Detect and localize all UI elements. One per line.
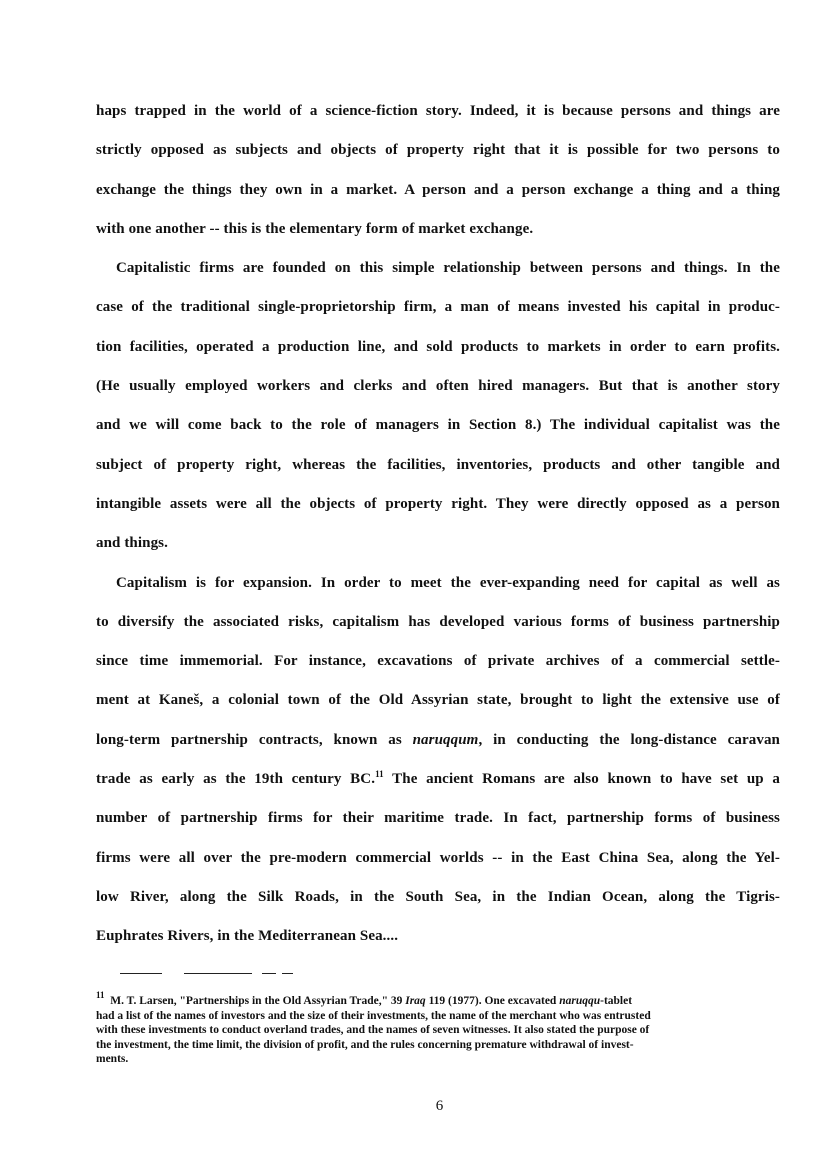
footnote [96,990,776,1067]
text-fragment: trade as early as the 19th century BC. [96,771,376,788]
text-line: case of the traditional single-proprietorship firm, a man of means invested his capital in produc- [96,299,780,316]
text-line: since time immemorial. For instance, excavations of private archives of a commercial settle- [96,653,780,670]
footnote-marker: 11 [96,990,105,1000]
text-line [96,760,780,799]
text-fragment: The ancient Romans are also known to have set up a [383,771,780,788]
footnote-line [96,990,776,1009]
text-fragment: -tablet [600,995,633,1007]
text-line: exchange the things they own in a market. A person and a person exchange a thing and a thing [96,181,780,198]
journal-title: Iraq [405,995,426,1007]
text-line: strictly opposed as subjects and objects of property right that it is possible for two persons to [96,142,780,159]
text-line: intangible assets were all the objects of property right. They were directly opposed as a person [96,495,780,512]
footnote-separator [120,973,162,974]
italic-term: naruqqu [559,995,601,1007]
text-line: to diversify the associated risks, capitalism has developed various forms of business partnership [96,613,780,630]
footnote-separator [184,973,252,974]
italic-term: naruqqum [412,731,479,748]
text-line: Capitalistic firms are founded on this simple relationship between persons and things. In the [116,260,780,277]
footnote-line: the investment, the time limit, the division of profit, and the rules concerning premature withdrawal of invest- [96,1038,634,1051]
paragraph-1 [96,92,780,249]
text-line: subject of property right, whereas the facilities, inventories, products and other tangible and [96,456,780,473]
text-line: Capitalism is for expansion. In order to meet the ever-expanding need for capital as well as [116,574,780,591]
text-line: Euphrates Rivers, in the Mediterranean Sea.... [96,928,399,945]
body-text [96,92,780,957]
page-number: 6 [435,1098,444,1114]
text-fragment: long-term partnership contracts, known as [96,731,413,748]
text-line: number of partnership firms for their maritime trade. In fact, partnership forms of business [96,810,780,827]
footnote-reference[interactable]: 11 [375,769,384,780]
text-line: tion facilities, operated a production line, and sold products to markets in order to earn profits. [96,338,780,355]
footnote-line: with these investments to conduct overland trades, and the names of seven witnesses. It also stated the purpose of [96,1024,650,1037]
text-line: firms were all over the pre-modern commercial worlds -- in the East China Sea, along the Yel- [96,849,780,866]
text-fragment: M. T. Larsen, "Partnerships in the Old Assyrian Trade," 39 [110,995,406,1007]
text-line: (He usually employed workers and clerks and often hired managers. But that is another story [96,378,780,395]
footnote-separator [262,973,276,974]
text-line: and we will come back to the role of managers in Section 8.) The individual capitalist was the [96,417,780,434]
text-fragment: , in conducting the long-distance caravan [478,731,780,748]
footnote-line: had a list of the names of investors and the size of their investments, the name of the merchant who was entrusted [96,1009,651,1022]
text-line: with one another -- this is the elementary form of market exchange. [96,220,534,237]
text-line [96,721,780,760]
footnote-line: ments. [96,1053,129,1066]
footnote-separator [282,973,293,974]
text-line: and things. [96,535,168,552]
text-line: ment at Kaneš, a colonial town of the Old Assyrian state, brought to light the extensive use of [96,692,780,709]
paragraph-3 [96,564,780,957]
paragraph-2 [96,249,780,563]
text-line: low River, along the Silk Roads, in the South Sea, in the Indian Ocean, along the Tigris- [96,888,780,905]
text-fragment: 119 (1977). One excavated [425,995,560,1007]
text-line: haps trapped in the world of a science-fiction story. Indeed, it is because persons and things are [96,103,780,119]
